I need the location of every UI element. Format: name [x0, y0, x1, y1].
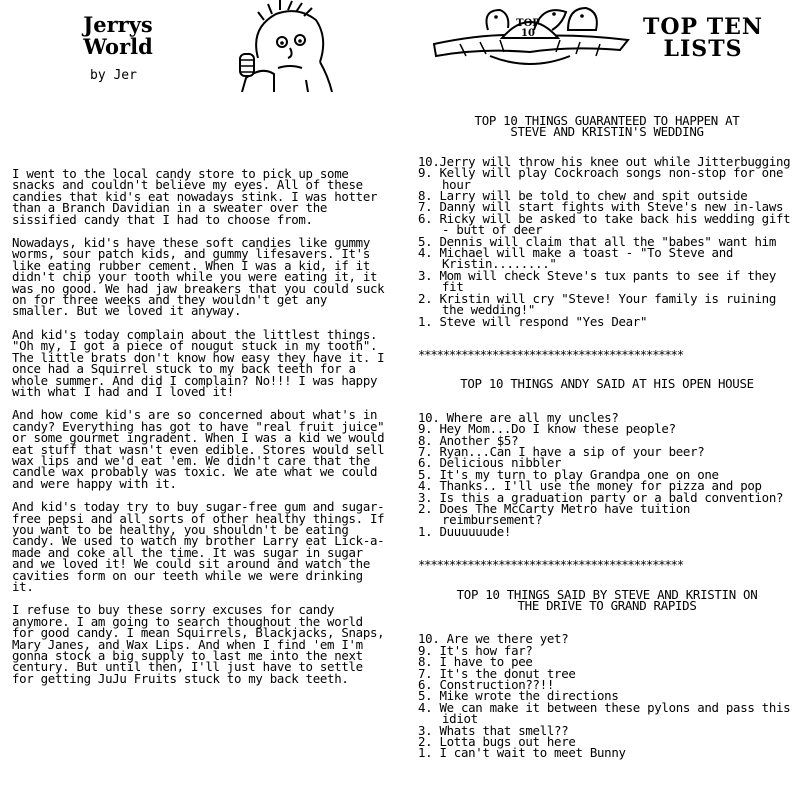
list-item: 8. I have to pee [418, 654, 533, 670]
list-item: 5. Dennis will claim that all the "babes" want him [418, 233, 776, 249]
star-divider: ******************************************* [418, 348, 683, 361]
list-item: 4. We can make it between these pylons and pass this idiot [418, 699, 791, 727]
star-divider: ******************************************* [418, 559, 683, 571]
cartoon-man-illustration [228, 0, 348, 92]
drive-title-line-1: TOP 10 THINGS SAID BY STEVE AND KRISTIN ON [456, 586, 758, 602]
candy-article [12, 168, 390, 696]
list-item: 10. Where are all my uncles? [418, 409, 619, 425]
list-item: 6. Construction??!! [418, 677, 555, 693]
drive-list [418, 631, 796, 761]
top-ten-birds-logo [430, 0, 630, 72]
list-item: 2. Does The McCarty Metro have tuition reimbursement? [418, 500, 691, 528]
drive-list-title [418, 586, 796, 613]
list-item: 5. It's my turn to play Grandpa one on one [418, 466, 719, 482]
top-ten-title-line-1: TOP TEN [643, 14, 763, 40]
article-paragraph: And kid's today complain about the littlest things. "Oh my, I got a piece of nougut stuck in my tooth". The little brats don't know how easy they have it. I once had a Squirrel stuck to my back teeth for a whole summer. And did I complain? No!!! I was happy with what I had and I loved it! [12, 326, 385, 399]
article-paragraph: Nowadays, kid's have these soft candies like gummy worms, sour patch kids, and gummy lifesavers. It's like eating rubber cement. When I was a kid, if it didn't chip your tooth while you were eating it, it was no good. We had jaw breakers that you could suck on for three weeks and they wouldn't get any smaller. But we loved it anyway. [12, 235, 385, 319]
andy-list-title: TOP 10 THINGS ANDY SAID AT HIS OPEN HOUSE [460, 376, 754, 392]
list-item: 2. Lotta bugs out here [418, 734, 576, 750]
logo-text-number: 10 [521, 28, 535, 39]
byline: by Jer [90, 68, 137, 83]
top-ten-title-line-2: LISTS [663, 36, 743, 62]
list-item: 9. It's how far? [418, 642, 533, 658]
title-line-2: World [83, 34, 153, 59]
list-item: 7. Danny will start fights with Steve's new in-laws [418, 199, 784, 215]
list-item: 1. Steve will respond "Yes Dear" [418, 313, 648, 329]
list-item: 9. Kelly will play Cockroach songs non-stop for one hour [418, 165, 784, 192]
list-item: 8. Another $5? [418, 432, 519, 448]
list-item: 5. Mike wrote the directions [418, 688, 619, 704]
list-item: 9. Hey Mom...Do I know these people? [418, 421, 676, 437]
list-item: 2. Kristin will cry "Steve! Your family is ruining the wedding!" [418, 290, 776, 318]
list-item: 1. Duuuuuude! [418, 523, 512, 539]
list-item: 7. Ryan...Can I have a sip of your beer? [418, 443, 705, 459]
newsletter-title [58, 14, 178, 58]
list-item: 3. Whats that smell?? [418, 722, 569, 738]
list-item: 10.Jerry will throw his knee out while Jitterbugging [418, 153, 791, 169]
list-item: 6. Delicious nibbler [418, 455, 562, 471]
top-ten-lists-title [628, 16, 778, 60]
wedding-list [418, 153, 796, 329]
wedding-title-line-2: STEVE AND KRISTIN'S WEDDING [510, 124, 704, 140]
andy-list [418, 409, 796, 539]
article-paragraph: I went to the local candy store to pick up some snacks and couldn't believe my eyes. All of these candies that kid's eat nowadays stink. I was hotter than a Branch Davidian in a sweater over the sissified candy that I had to choose from. [12, 166, 378, 227]
list-item: 10. Are we there yet? [418, 631, 569, 647]
wedding-list-title [418, 115, 796, 138]
logo-text-top: TOP [516, 18, 540, 29]
list-item: 4. Michael will make a toast - "To Steve and Kristin........" [418, 245, 734, 272]
list-item: 6. Ricky will be asked to take back his wedding gift - butt of deer [418, 210, 791, 238]
list-item: 7. It's the donut tree [418, 665, 576, 681]
title-line-1: Jerrys [83, 12, 153, 37]
list-item: 8. Larry will be told to chew and spit outside [418, 188, 748, 204]
article-paragraph: I refuse to buy these sorry excuses for candy anymore. I am going to search thoughout the world for good candy. I mean Squirrels, Blackjacks, Snaps, Mary Janes, and Wax Lips. And when I find 'em I'm gonna stock a big supply to last me into the next century. But until then, I'll just have to settle for getting JuJu Fruits stuck to my back teeth. [12, 602, 385, 686]
list-item: 4. Thanks.. I'll use the money for pizza and pop [418, 478, 762, 494]
list-item: 3. Is this a graduation party or a bald convention? [418, 489, 784, 505]
article-paragraph: And how come kid's are so concerned about what's in candy? Everything has got to have "real fruit juice" or some gourmet ingradent. When I was a kid we would eat stuff that wasn't even edible. Stores would sell wax lips and we'd eat 'em. We didn't care that the candle wax probably was toxic. We ate what we could and were happy with it. [12, 407, 385, 491]
wedding-title-line-1: TOP 10 THINGS GUARANTEED TO HAPPEN AT [474, 113, 740, 128]
list-item: 3. Mom will check Steve's tux pants to see if they fit [418, 267, 776, 295]
top-ten-lists [418, 115, 796, 759]
list-item: 1. I can't wait to meet Bunny [418, 745, 626, 761]
drive-title-line-2: THE DRIVE TO GRAND RAPIDS [517, 598, 697, 613]
article-paragraph: And kid's today try to buy sugar-free gum and sugar-free pepsi and all sorts of other healthy things. If you want to be healthy, you shouldn't be eating candy. We used to watch my brother Larry eat Lick-a-made and coke all the time. It was sugar in sugar and we loved it! We could sit around and watch the cavities form on our teeth while we were drinking it. [12, 499, 385, 594]
